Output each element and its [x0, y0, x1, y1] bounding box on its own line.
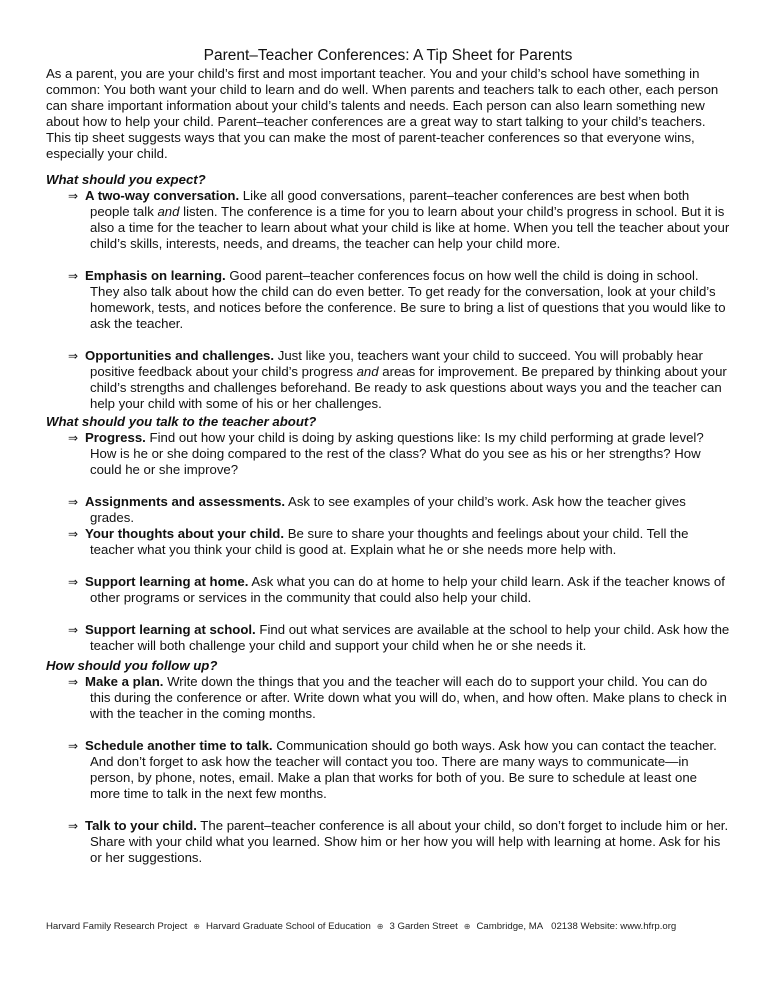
item-lead: Your thoughts about your child. — [85, 526, 285, 541]
section-talk-about — [46, 414, 730, 654]
section-follow-up — [46, 658, 730, 866]
item-text: Write down the things that you and the teacher will each do to support your child. You can do this during the conference or after. Write down what you will do, when, and how often. Make plans to check in with the teacher in the coming months. — [90, 674, 727, 721]
section-heading: What should you talk to the teacher about? — [46, 414, 317, 429]
item-emphasis: and — [157, 204, 180, 219]
list-item-support-learning-at-school — [46, 622, 730, 654]
page-footer — [46, 921, 730, 933]
arrow-icon: ⇒ — [68, 527, 79, 541]
item-lead: Emphasis on learning. — [85, 268, 226, 283]
arrow-icon: ⇒ — [68, 495, 79, 509]
arrow-icon: ⇒ — [68, 819, 79, 833]
section-expect — [46, 172, 730, 412]
arrow-icon: ⇒ — [68, 269, 79, 283]
arrow-icon: ⇒ — [68, 675, 79, 689]
list-item-opportunities-and-challenges — [46, 348, 730, 412]
list-item-assignments-and-assessments — [46, 494, 730, 526]
item-lead: Opportunities and challenges. — [85, 348, 275, 363]
section-heading: What should you expect? — [46, 172, 206, 187]
footer-street: 3 Garden Street — [389, 921, 458, 932]
item-text: Good parent–teacher conferences focus on how well the child is doing in school. They also talk about how the child can do even better. To get ready for the conversation, look at your child’s homework, tests, and notices before the conference. Be sure to bring a list of questions that you would like to ask the teacher. — [90, 268, 726, 331]
arrow-icon: ⇒ — [68, 739, 79, 753]
arrow-icon: ⇒ — [68, 189, 79, 203]
list-item-schedule-another-time — [46, 738, 730, 802]
item-text: listen. The conference is a time for you to learn about your child’s progress in school. But it is also a time for the teacher to learn about what your child is like at home. When you tell the teacher about your child’s skills, interests, needs, and dreams, the teacher can help your child more. — [90, 204, 730, 251]
intro-paragraph: As a parent, you are your child’s first and most important teacher. You and your child’s school have something in common: You both want your child to learn and do well. When parents and teachers talk to each other, each person can share important information about your child’s talents and needs. Each person can also learn something new about how to help your child. Parent–teacher conferences are a great way to start talking to your child’s teachers. This tip sheet suggests ways that you can make the most of parent-teacher conferences so that everyone wins, especially your child. — [46, 66, 719, 161]
separator-icon: ⊕ — [376, 922, 384, 931]
footer-org: Harvard Family Research Project — [46, 921, 188, 932]
arrow-icon: ⇒ — [68, 349, 79, 363]
item-lead: Talk to your child. — [85, 818, 197, 833]
page-title: Parent–Teacher Conferences: A Tip Sheet for Parents — [203, 47, 573, 64]
tip-sheet-page — [46, 46, 730, 866]
item-text: Ask what you can do at home to help your child learn. Ask if the teacher knows of other programs or services in the community that could also help your child. — [90, 574, 725, 605]
list-item-emphasis-on-learning — [46, 268, 730, 332]
list-item-support-learning-at-home — [46, 574, 730, 606]
separator-icon: ⊕ — [193, 922, 200, 931]
item-text: Find out how your child is doing by asking questions like: Is my child performing at grade level? How is he or she doing compared to the rest of the class? What do you see as his or her strengths? How could he or she improve? — [90, 430, 704, 477]
item-text: The parent–teacher conference is all about your child, so don’t forget to include him or her. Share with your child what you learned. Show him or her how you will help with learning at home. Ask for his or her suggestions. — [90, 818, 729, 865]
item-text: areas for improvement. Be prepared by thinking about your child’s strengths and challenges beforehand. Be ready to ask questions about ways you and the teacher can help your child with some of his or her challenges. — [90, 364, 727, 411]
item-emphasis: and — [356, 364, 379, 379]
item-text: Be sure to share your thoughts and feelings about your child. Tell the teacher what you think your child is good at. Explain what he or she needs more help with. — [90, 526, 689, 557]
list-item-progress — [46, 430, 730, 478]
item-lead: Support learning at school. — [85, 622, 256, 637]
footer-school: Harvard Graduate School of Education — [206, 921, 371, 932]
item-text: Ask to see examples of your child’s work. Ask how the teacher gives grades. — [90, 494, 686, 525]
list-item-make-a-plan — [46, 674, 730, 722]
item-lead: Support learning at home. — [85, 574, 249, 589]
list-item-your-thoughts — [46, 526, 730, 558]
item-lead: A two-way conversation. — [85, 188, 240, 203]
list-item-two-way-conversation — [46, 188, 730, 252]
item-text: Just like you, teachers want your child to succeed. You will probably hear positive feedback about your child’s progress — [90, 348, 703, 379]
footer-zip-website: 02138 Website: www.hfrp.org — [551, 921, 677, 932]
item-lead: Schedule another time to talk. — [85, 738, 273, 753]
list-item-talk-to-your-child — [46, 818, 730, 866]
item-lead: Make a plan. — [85, 674, 164, 689]
item-text: Find out what services are available at the school to help your child. Ask how the teacher will both challenge your child and support your child when he or she needs it. — [90, 622, 730, 653]
item-lead: Assignments and assessments. — [85, 494, 286, 509]
separator-icon: ⊕ — [463, 922, 471, 931]
footer-city: Cambridge, MA — [476, 921, 544, 932]
section-heading: How should you follow up? — [46, 658, 218, 673]
item-text: Communication should go both ways. Ask how you can contact the teacher. And don’t forget to ask how the teacher will contact you too. There are many ways to communicate—in person, by phone, notes, email. Make a plan that works for both of you. Be sure to schedule at least one more time to talk in the next few months. — [90, 738, 717, 801]
item-text: Like all good conversations, parent–teacher conferences are best when both people talk — [90, 188, 690, 219]
item-lead: Progress. — [85, 430, 146, 445]
arrow-icon: ⇒ — [68, 623, 79, 637]
arrow-icon: ⇒ — [68, 575, 79, 589]
arrow-icon: ⇒ — [68, 431, 79, 445]
